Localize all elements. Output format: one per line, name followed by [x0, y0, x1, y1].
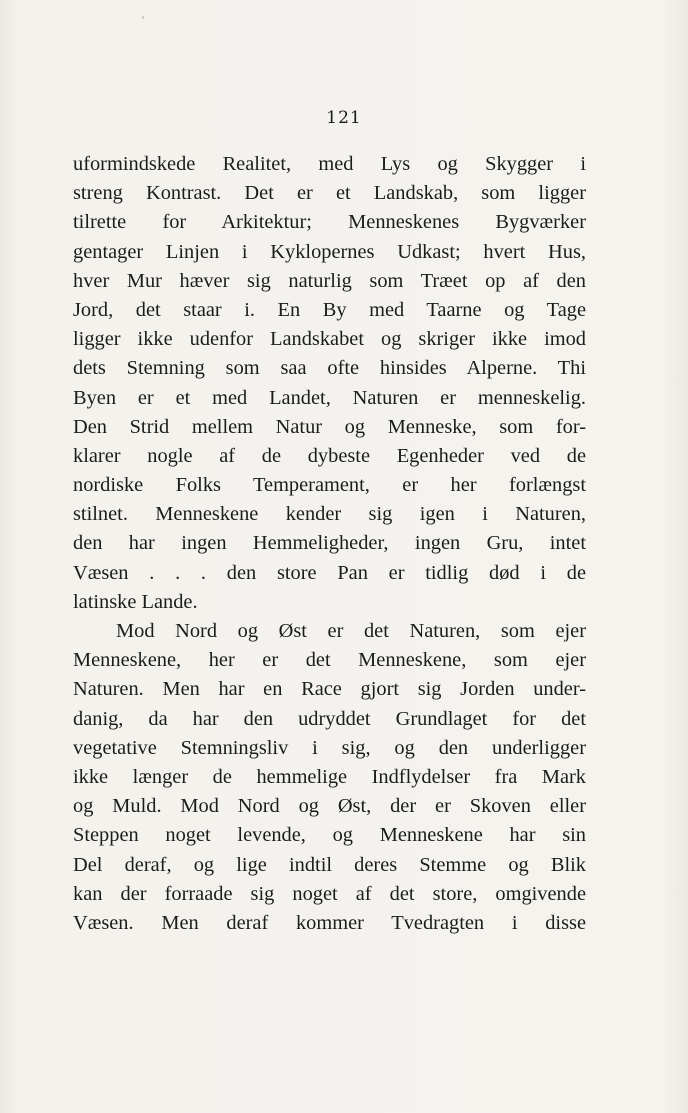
- text-line: Byen er et med Landet, Naturen er menneskelig.: [73, 386, 586, 409]
- text-line: tilrette for Arkitektur; Menneskenes Bygværker: [73, 211, 586, 234]
- text-line: gentager Linjen i Kyklopernes Udkast; hvert Hus,: [73, 240, 586, 263]
- text-line: kan der forraade sig noget af det store, omgivende: [73, 882, 586, 905]
- text-line: Jord, det staar i. En By med Taarne og Tage: [73, 298, 586, 321]
- text-line: streng Kontrast. Det er et Landskab, som ligger: [73, 182, 586, 205]
- text-line: ikke længer de hemmelige Indflydelser fra Mark: [73, 765, 586, 788]
- body-text: [73, 150, 586, 938]
- text-line: og Muld. Mod Nord og Øst, der er Skoven eller: [73, 795, 586, 818]
- text-line: vegetative Stemningsliv i sig, og den underligger: [73, 736, 586, 759]
- text-line: Menneskene, her er det Menneskene, som ejer: [73, 649, 586, 672]
- page-number: 121: [326, 108, 362, 128]
- text-line: Væsen. Men deraf kommer Tvedragten i disse: [73, 911, 586, 934]
- text-line: uformindskede Realitet, med Lys og Skygger i: [73, 153, 586, 175]
- text-line: Del deraf, og lige indtil deres Stemme og Blik: [73, 853, 586, 876]
- text-line: Væsen . . . den store Pan er tidlig død i de: [73, 561, 586, 584]
- text-line: ligger ikke udenfor Landskabet og skriger ikke imod: [73, 328, 586, 351]
- text-line: danig, da har den udryddet Grundlaget for det: [73, 707, 586, 730]
- text-line: hver Mur hæver sig naturlig som Træet op af den: [73, 269, 586, 292]
- text-line: Naturen. Men har en Race gjort sig Jorden under-: [73, 678, 586, 701]
- text-line: stilnet. Menneskene kender sig igen i Naturen,: [73, 503, 586, 526]
- text-line: Mod Nord og Øst er det Naturen, som ejer: [116, 620, 586, 642]
- text-line: dets Stemning som saa ofte hinsides Alperne. Thi: [73, 357, 586, 380]
- text-line: nordiske Folks Temperament, er her forlængst: [73, 474, 586, 497]
- text-line: Den Strid mellem Natur og Menneske, som for-: [73, 415, 586, 438]
- text-line: den har ingen Hemmeligheder, ingen Gru, intet: [73, 532, 586, 555]
- paper-speck: [142, 16, 144, 19]
- text-line: Steppen noget levende, og Menneskene har sin: [73, 824, 586, 847]
- text-line: klarer nogle af de dybeste Egenheder ved de: [73, 444, 586, 467]
- text-line: latinske Lande.: [73, 590, 198, 613]
